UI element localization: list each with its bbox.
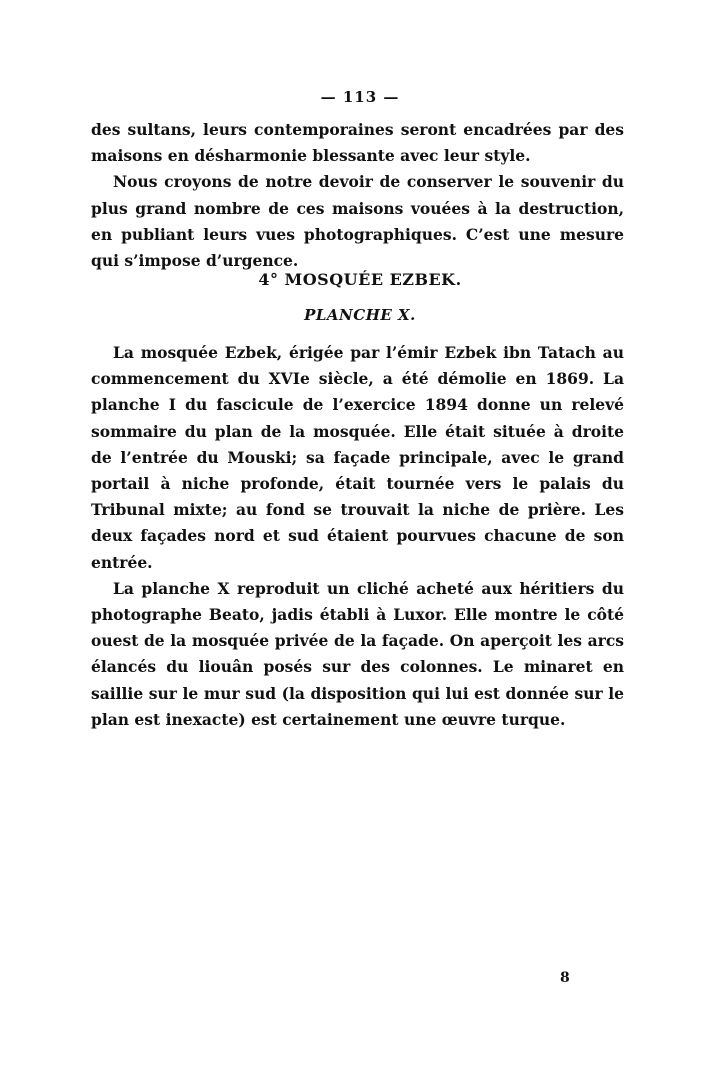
intro-text-block xyxy=(91,117,624,274)
mosque-text-block xyxy=(91,340,624,733)
paragraph-plate-description: La planche X reproduit un cliché acheté aux héritiers du photographe Beato, jadis établi à Luxor. Elle montre le côté ouest de la mosquée privée de la façade. On aperçoit les arcs élancés du liouân posés sur des colonnes. Le minaret en saillie sur le mur sud (la disposition qui lui est donnée sur le plan est inexacte) est certainement une œuvre turque. xyxy=(91,578,624,729)
page-number-header: — 113 — xyxy=(320,88,400,106)
paragraph-continuation: des sultans, leurs contemporaines seront encadrées par des maisons en désharmonie blessante avec leur style. xyxy=(91,120,624,166)
section-heading: 4° MOSQUÉE EZBEK. xyxy=(258,270,462,289)
paragraph-mosque-history: La mosquée Ezbek, érigée par l’émir Ezbek ibn Tatach au commencement du XVIe siècle, a été démolie en 1869. La planche I du fascicule de l’exercice 1894 donne un relevé sommaire du plan de la mosquée. Elle était située à droite de l’entrée du Mouski; sa façade principale, avec le grand portail à niche profonde, était tournée vers le palais du Tribunal mixte; au fond se trouvait la niche de prière. Les deux façades nord et sud étaient pourvues chacune de son entrée. xyxy=(91,343,624,572)
signature-mark: 8 xyxy=(560,970,570,986)
plate-heading: PLANCHE X. xyxy=(304,306,416,324)
paragraph-photographs: Nous croyons de notre devoir de conserver le souvenir du plus grand nombre de ces maisons vouées à la destruction, en publiant leurs vues photographiques. C’est une mesure qui s’impose d’urgence. xyxy=(91,172,624,271)
